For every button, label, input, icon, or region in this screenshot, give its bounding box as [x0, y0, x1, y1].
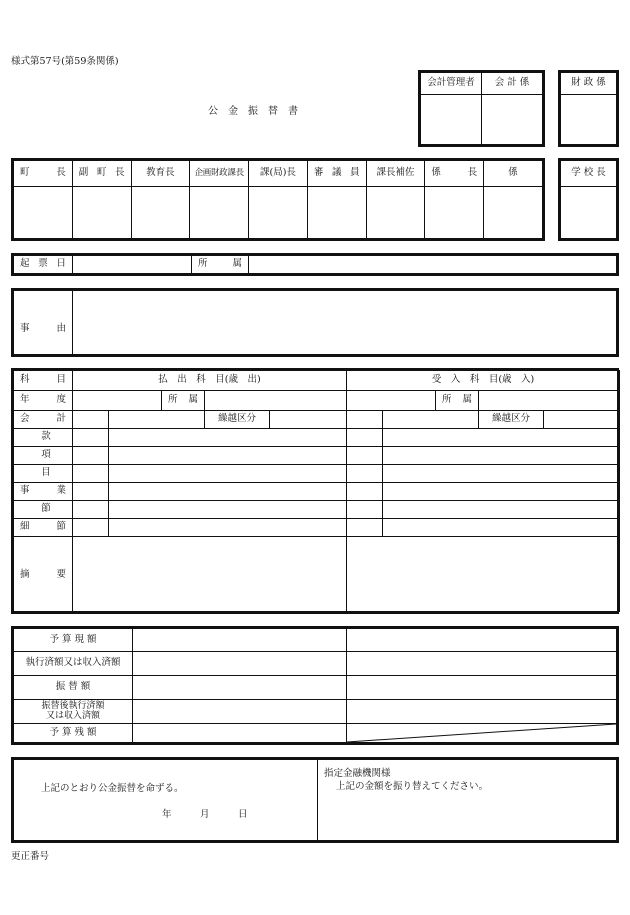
stamp-cell-planning-finance-chief[interactable] [190, 187, 249, 239]
stamp-cell-accounting-clerk[interactable] [482, 95, 543, 145]
in-sub-setsu-code[interactable] [347, 519, 383, 537]
reason-field[interactable] [73, 291, 617, 355]
stamp-cell-section-chief[interactable] [249, 187, 308, 239]
out-kaikei-name[interactable] [109, 411, 205, 429]
moku-label: 目 [14, 465, 73, 483]
bank-cell [318, 760, 617, 841]
in-memo-field[interactable] [347, 537, 620, 612]
diagonal-strike-line [347, 724, 616, 742]
kou-label: 項 [14, 447, 73, 465]
order-cell [14, 760, 318, 841]
bank-text: 上記の金額を振り替えてください。 [336, 781, 489, 792]
budget-remaining-in [347, 724, 617, 743]
in-kou-code[interactable] [347, 447, 383, 465]
out-project-code[interactable] [73, 483, 109, 501]
out-setsu-code[interactable] [73, 501, 109, 519]
out-kan-name[interactable] [109, 429, 347, 447]
department-field[interactable] [249, 256, 617, 274]
in-account-header: 受 入 科 目(歳 入) [347, 371, 620, 391]
out-kaikei-code[interactable] [73, 411, 109, 429]
out-kan-code[interactable] [73, 429, 109, 447]
form-number: 様式第57号(第59条関係) [11, 56, 119, 67]
budget-remaining-out[interactable] [133, 724, 347, 743]
out-account-header: 払 出 科 目(歳 出) [73, 371, 347, 391]
approval-header-accountant: 会計管理者 [421, 73, 482, 95]
sub-setsu-label: 細 節 [14, 519, 73, 537]
budget-current-out[interactable] [133, 629, 347, 652]
issue-date-label: 起 票 日 [14, 256, 73, 274]
main-approval-box [11, 158, 545, 241]
school-approval-box [558, 158, 619, 241]
order-date[interactable]: 年 月 日 [162, 809, 248, 820]
budget-current-in[interactable] [347, 629, 617, 652]
in-setsu-name[interactable] [383, 501, 620, 519]
out-kou-name[interactable] [109, 447, 347, 465]
out-memo-field[interactable] [73, 537, 347, 612]
setsu-label: 節 [14, 501, 73, 519]
approval-header-superintendent: 教育長 [131, 161, 190, 187]
approval-header-clerk: 係 [484, 161, 543, 187]
reason-label: 事 由 [14, 291, 73, 355]
transfer-amount-out[interactable] [133, 676, 347, 700]
stamp-cell-superintendent[interactable] [131, 187, 190, 239]
approval-header-accounting-clerk: 会 計 係 [482, 73, 543, 95]
stamp-cell-assistant-chief[interactable] [366, 187, 425, 239]
stamp-cell-finance[interactable] [561, 95, 617, 145]
stamp-cell-deputy-mayor[interactable] [72, 187, 131, 239]
in-kaikei-name[interactable] [383, 411, 479, 429]
in-carry-label: 繰越区分 [479, 411, 544, 429]
out-kou-code[interactable] [73, 447, 109, 465]
in-moku-name[interactable] [383, 465, 620, 483]
budget-section [11, 626, 619, 745]
fiscal-year-label: 年 度 [14, 391, 73, 411]
in-kaikei-code[interactable] [347, 411, 383, 429]
executed-amount-label: 執行済額又は収入済額 [14, 652, 133, 676]
out-dept-field[interactable] [205, 391, 347, 411]
in-kou-name[interactable] [383, 447, 620, 465]
in-moku-code[interactable] [347, 465, 383, 483]
in-project-name[interactable] [383, 483, 620, 501]
in-fiscal-year-field[interactable] [347, 391, 436, 411]
approval-header-principal: 学 校 長 [561, 161, 617, 187]
in-dept-label: 所 属 [436, 391, 479, 411]
out-carry-label: 繰越区分 [205, 411, 270, 429]
out-dept-label: 所 属 [162, 391, 205, 411]
out-sub-setsu-name[interactable] [109, 519, 347, 537]
out-sub-setsu-code[interactable] [73, 519, 109, 537]
accounting-approval-box [418, 70, 545, 147]
executed-amount-out[interactable] [133, 652, 347, 676]
approval-header-section-chief: 課(局)長 [249, 161, 308, 187]
kan-label: 款 [14, 429, 73, 447]
budget-remaining-label: 予 算 残 額 [14, 724, 133, 743]
approval-header-councilor: 審 議 員 [307, 161, 366, 187]
out-moku-code[interactable] [73, 465, 109, 483]
issue-date-field[interactable] [73, 256, 192, 274]
stamp-cell-clerk[interactable] [484, 187, 543, 239]
kaikei-label: 会 計 [14, 411, 73, 429]
out-fiscal-year-field[interactable] [73, 391, 162, 411]
in-carry-field[interactable] [544, 411, 620, 429]
memo-label: 摘 要 [14, 537, 73, 612]
stamp-cell-mayor[interactable] [14, 187, 73, 239]
post-transfer-executed-in[interactable] [347, 700, 617, 724]
approval-header-deputy-mayor: 副 町 長 [72, 161, 131, 187]
approval-header-planning-finance-chief: 企画財政課長 [190, 161, 249, 187]
stamp-cell-principal[interactable] [561, 187, 617, 239]
approval-header-unit-chief: 係 長 [425, 161, 484, 187]
in-kan-name[interactable] [383, 429, 620, 447]
transfer-amount-label: 振 替 額 [14, 676, 133, 700]
bank-title: 指定金融機関様 [324, 768, 391, 779]
out-moku-name[interactable] [109, 465, 347, 483]
out-project-name[interactable] [109, 483, 347, 501]
finance-approval-box [558, 70, 619, 147]
department-label: 所 属 [192, 256, 249, 274]
budget-current-label: 予 算 現 額 [14, 629, 133, 652]
in-sub-setsu-name[interactable] [383, 519, 620, 537]
reason-row [11, 288, 619, 357]
date-row [11, 253, 619, 276]
account-header-label: 科 目 [14, 371, 73, 391]
order-text: 上記のとおり公金振替を命ずる。 [41, 783, 184, 794]
in-setsu-code[interactable] [347, 501, 383, 519]
executed-amount-in[interactable] [347, 652, 617, 676]
correction-number-label: 更正番号 [11, 851, 50, 862]
stamp-cell-accountant[interactable] [421, 95, 482, 145]
in-project-code[interactable] [347, 483, 383, 501]
transfer-amount-in[interactable] [347, 676, 617, 700]
out-setsu-name[interactable] [109, 501, 347, 519]
out-carry-field[interactable] [270, 411, 347, 429]
approval-header-assistant-chief: 課長補佐 [366, 161, 425, 187]
in-dept-field[interactable] [479, 391, 620, 411]
approval-header-mayor: 町 長 [14, 161, 73, 187]
post-transfer-executed-out[interactable] [133, 700, 347, 724]
project-label: 事 業 [14, 483, 73, 501]
stamp-cell-councilor[interactable] [307, 187, 366, 239]
account-section [11, 368, 619, 614]
post-transfer-executed-label: 振替後執行済額 又は収入済額 [14, 700, 133, 724]
order-section [11, 757, 619, 843]
in-kan-code[interactable] [347, 429, 383, 447]
page-title: 公 金 振 替 書 [208, 106, 298, 117]
approval-header-finance: 財 政 係 [561, 73, 617, 95]
stamp-cell-unit-chief[interactable] [425, 187, 484, 239]
